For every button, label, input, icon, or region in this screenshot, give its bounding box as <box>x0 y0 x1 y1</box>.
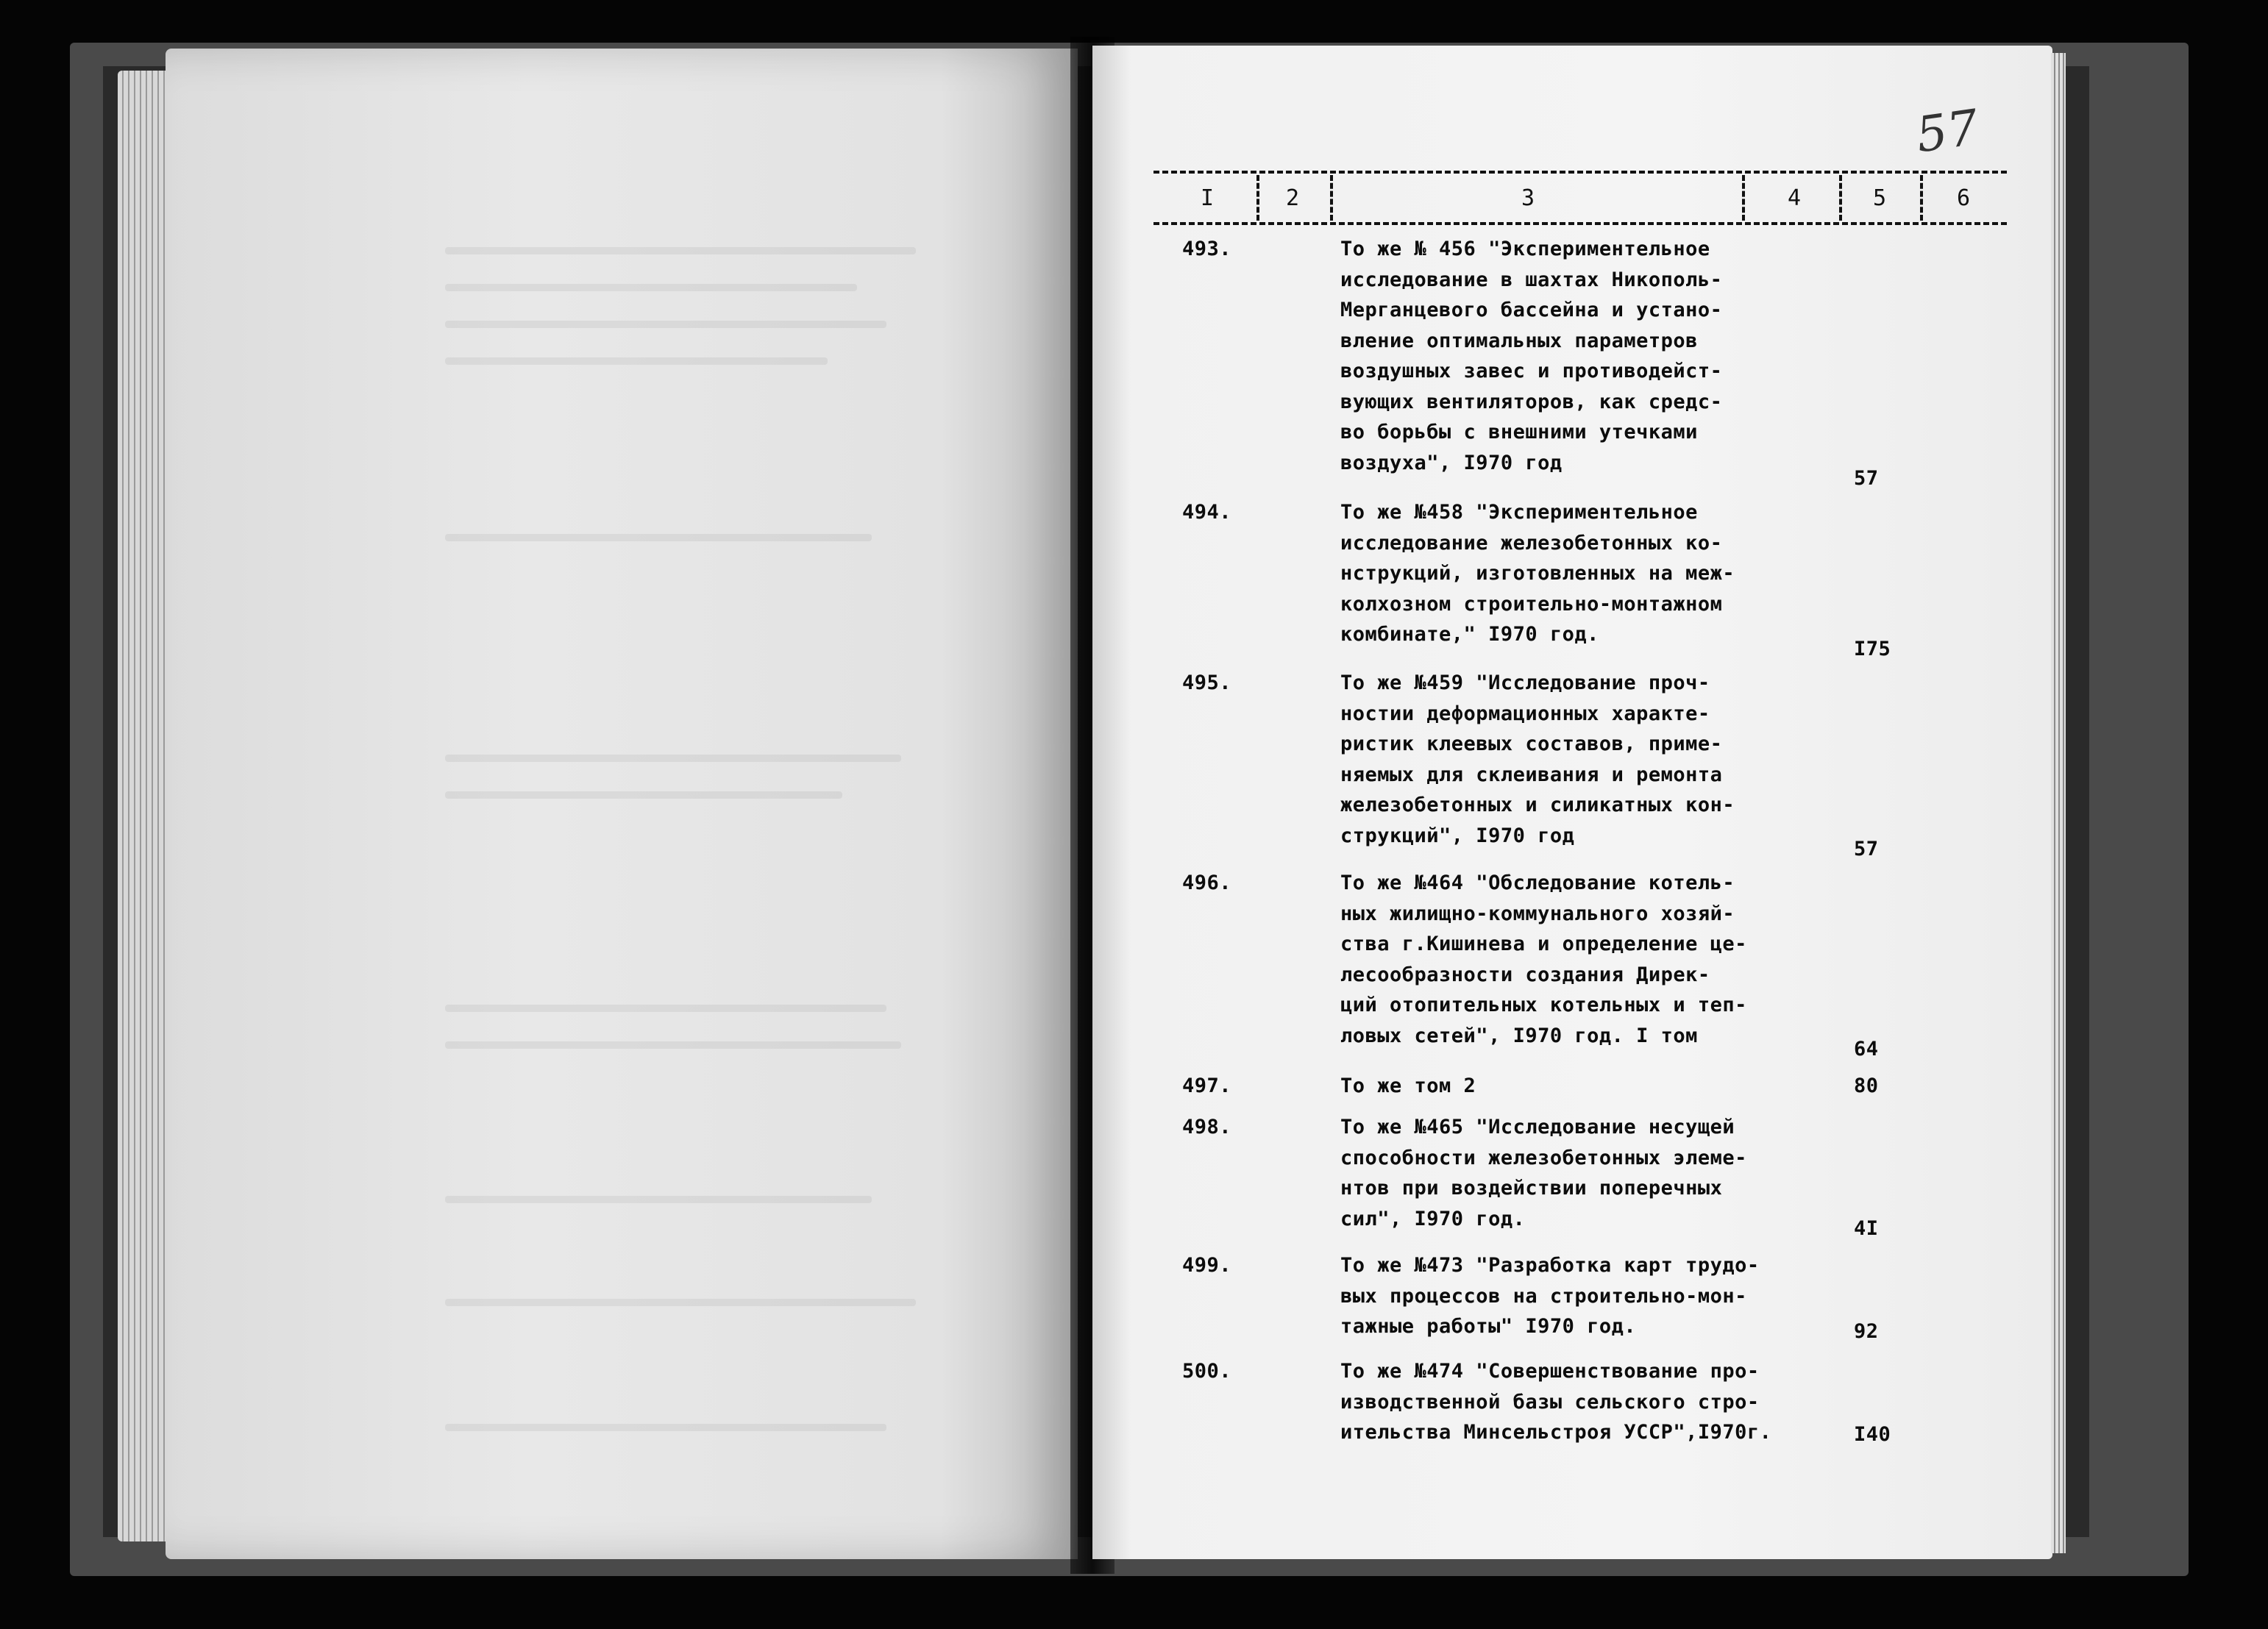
bleed-through-line <box>445 534 872 541</box>
right-page-edges <box>2051 53 2066 1553</box>
bleed-through-line <box>445 1005 886 1012</box>
entry-line: То же №464 "Обследование котель- <box>1340 871 1735 894</box>
entry-line: ства г.Кишинева и определение це- <box>1340 933 1747 955</box>
entry-line: исследование в шахтах Никополь- <box>1340 268 1723 291</box>
entry-line: То же №474 "Совершенствование про- <box>1340 1360 1760 1383</box>
header-separator <box>1256 175 1259 221</box>
bleed-through-line <box>445 1041 901 1049</box>
bleed-through-line <box>445 357 828 365</box>
entry-line: ловых сетей", I970 год. I том <box>1340 1024 1698 1047</box>
entry-page-count: 4I <box>1854 1217 1879 1240</box>
entry-line: ных жилищно-коммунального хозяй- <box>1340 902 1735 925</box>
entry-number: 499. <box>1182 1254 1232 1277</box>
header-col-5: 5 <box>1873 185 1887 211</box>
entry-line: железобетонных и силикатных кон- <box>1340 794 1735 816</box>
entry-page-count: I75 <box>1854 638 1891 660</box>
entry-line: ительства Минсельстроя УССР",I970г. <box>1340 1421 1772 1444</box>
entry-description <box>1340 1356 1771 1448</box>
entry-page-count: 57 <box>1854 838 1879 860</box>
entry-line: нструкций, изготовленных на меж- <box>1340 562 1735 585</box>
entry-line: струкций", I970 год <box>1340 824 1575 847</box>
entry-line: вующих вентиляторов, как средс- <box>1340 390 1723 413</box>
entry-line: воздуха", I970 год <box>1340 451 1563 474</box>
entry-number: 494. <box>1182 501 1232 524</box>
header-col-2: 2 <box>1286 185 1300 211</box>
entry-line: вых процессов на строительно-мон- <box>1340 1284 1747 1308</box>
bleed-through-line <box>445 1424 886 1431</box>
entry-line: вление оптимальных параметров <box>1340 329 1698 352</box>
entry-description <box>1340 234 1722 478</box>
entry-number: 495. <box>1182 671 1232 694</box>
entry-number: 500. <box>1182 1360 1232 1383</box>
header-separator <box>1330 175 1333 221</box>
entry-description <box>1340 1071 1476 1102</box>
entry-line: То же №473 "Разработка карт трудо- <box>1340 1254 1760 1277</box>
header-separator <box>1839 175 1842 221</box>
header-col-6: 6 <box>1957 185 1971 211</box>
header-separator <box>1920 175 1923 221</box>
header-col-3: 3 <box>1521 185 1535 211</box>
entry-description <box>1340 497 1735 650</box>
bleed-through-line <box>445 755 901 762</box>
entry-line: То же №459 "Исследование проч- <box>1340 671 1710 694</box>
bleed-through-line <box>445 791 842 799</box>
entry-line: воздушных завес и противодейст- <box>1340 360 1723 382</box>
entry-number: 498. <box>1182 1116 1232 1138</box>
entry-line: комбинате," I970 год. <box>1340 623 1599 646</box>
bleed-through-line <box>445 284 857 291</box>
bleed-through-line <box>445 1299 916 1306</box>
entry-line: нтов при воздействии поперечных <box>1340 1177 1723 1200</box>
entry-number: 493. <box>1182 238 1232 260</box>
entry-line: няемых для склеивания и ремонта <box>1340 763 1723 786</box>
entry-page-count: 92 <box>1854 1320 1879 1343</box>
left-page <box>166 49 1078 1559</box>
entry-page-count: I40 <box>1854 1423 1891 1446</box>
bleed-through-line <box>445 247 916 254</box>
header-separator <box>1742 175 1745 221</box>
entry-description <box>1340 668 1735 851</box>
entry-number: 496. <box>1182 871 1232 894</box>
entry-page-count: 80 <box>1854 1074 1879 1097</box>
entry-line: ностии деформационных характе- <box>1340 702 1710 725</box>
bleed-through-line <box>445 1196 872 1203</box>
entry-line: лесообразности создания Дирек- <box>1340 963 1710 986</box>
entry-line: Мерганцевого бассейна и устано- <box>1340 299 1723 321</box>
entry-description <box>1340 1250 1760 1342</box>
header-col-1: I <box>1201 185 1215 211</box>
entry-line: изводственной базы сельского стро- <box>1340 1390 1760 1414</box>
entry-line: сил", I970 год. <box>1340 1207 1526 1230</box>
entry-line: То же том 2 <box>1340 1074 1476 1097</box>
entry-line: ристик клеевых составов, приме- <box>1340 732 1723 755</box>
entry-description <box>1340 868 1747 1051</box>
header-col-4: 4 <box>1788 185 1802 211</box>
entry-line: То же № 456 "Экспериментельное <box>1340 238 1710 260</box>
entry-page-count: 57 <box>1854 467 1879 490</box>
entry-line: ций отопительных котельных и теп- <box>1340 994 1747 1016</box>
entry-line: во борьбы с внешними утечками <box>1340 421 1698 443</box>
entry-line: То же №465 "Исследование несущей <box>1340 1116 1735 1138</box>
handwritten-page-number: 57 <box>1913 99 1982 164</box>
entry-line: колхозном строительно-монтажном <box>1340 592 1723 616</box>
entry-page-count: 64 <box>1854 1038 1879 1061</box>
entry-number: 497. <box>1182 1074 1232 1097</box>
entry-line: тажные работы" I970 год. <box>1340 1315 1637 1338</box>
entry-line: способности железобетонных элеме- <box>1340 1146 1747 1169</box>
bleed-through-line <box>445 321 886 328</box>
entry-line: исследование железобетонных ко- <box>1340 531 1723 555</box>
entry-description <box>1340 1112 1747 1234</box>
entry-line: То же №458 "Экспериментельное <box>1340 501 1698 524</box>
